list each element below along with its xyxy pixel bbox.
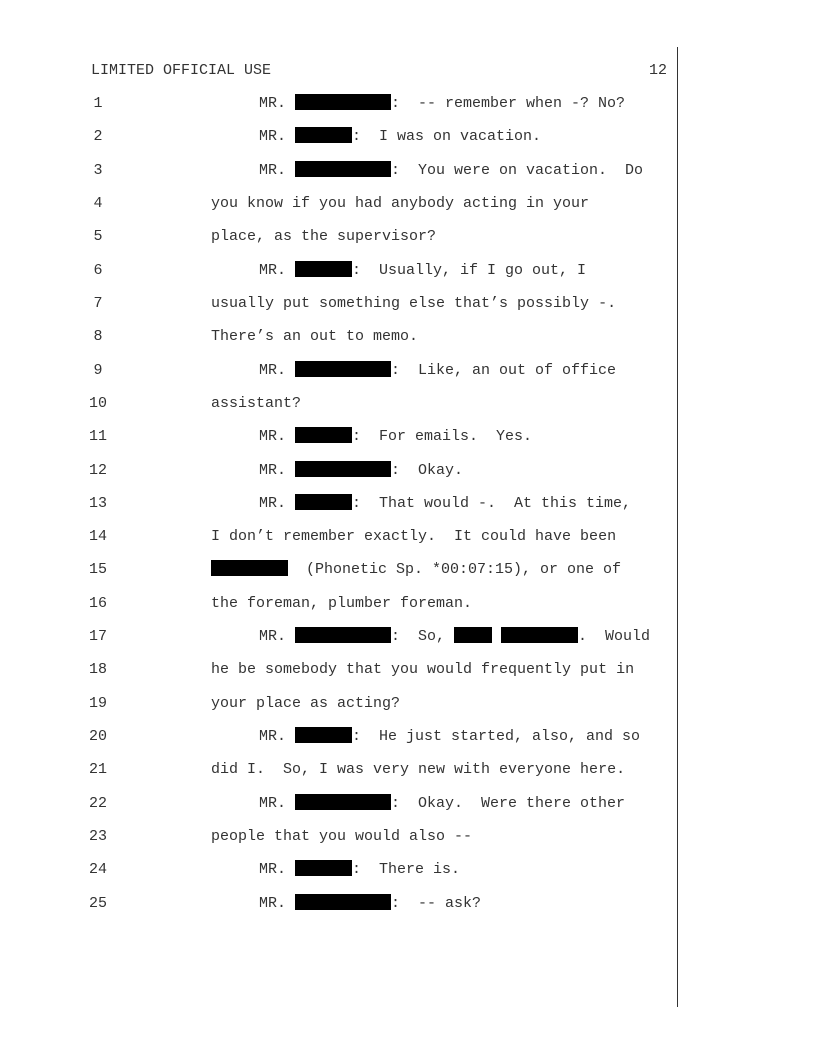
text-segment: usually put something else that’s possibly -. bbox=[211, 295, 617, 312]
redaction-block bbox=[295, 794, 391, 810]
line-text bbox=[259, 727, 640, 747]
transcript-line bbox=[0, 194, 676, 214]
line-text bbox=[259, 494, 631, 514]
line-text bbox=[259, 161, 643, 181]
transcript-line bbox=[0, 261, 676, 281]
line-number: 6 bbox=[93, 262, 103, 279]
text-segment: your place as acting? bbox=[211, 695, 401, 712]
line-text bbox=[259, 794, 625, 814]
line-number: 16 bbox=[88, 595, 107, 612]
line-number: 15 bbox=[88, 561, 107, 578]
line-number: 25 bbox=[88, 895, 107, 912]
transcript-line bbox=[0, 394, 676, 414]
text-segment: : Like, an out of office bbox=[391, 362, 617, 379]
text-segment: : Usually, if I go out, I bbox=[352, 262, 587, 279]
line-text bbox=[211, 694, 400, 714]
redaction-block bbox=[295, 261, 352, 277]
redaction-block bbox=[295, 427, 352, 443]
redaction-block bbox=[295, 727, 352, 743]
line-number: 9 bbox=[93, 362, 103, 379]
text-segment: MR. bbox=[259, 362, 296, 379]
redaction-block bbox=[211, 560, 288, 576]
line-number: 12 bbox=[88, 462, 107, 479]
text-segment bbox=[492, 628, 501, 645]
text-segment: place, as the supervisor? bbox=[211, 228, 437, 245]
transcript-line bbox=[0, 860, 676, 880]
text-segment: : I was on vacation. bbox=[352, 128, 542, 145]
line-text bbox=[211, 760, 625, 780]
line-number: 24 bbox=[88, 861, 107, 878]
line-number: 10 bbox=[88, 395, 107, 412]
redaction-block bbox=[295, 361, 391, 377]
line-number: 2 bbox=[93, 128, 103, 145]
line-number: 13 bbox=[88, 495, 107, 512]
classification-label: LIMITED OFFICIAL USE bbox=[91, 62, 272, 79]
text-segment: did I. So, I was very new with everyone here. bbox=[211, 761, 626, 778]
transcript-line bbox=[0, 161, 676, 181]
line-number: 21 bbox=[88, 761, 107, 778]
line-number: 19 bbox=[88, 695, 107, 712]
transcript-line bbox=[0, 294, 676, 314]
text-segment: : You were on vacation. Do bbox=[391, 162, 644, 179]
text-segment: : He just started, also, and so bbox=[352, 728, 641, 745]
text-segment: people that you would also -- bbox=[211, 828, 473, 845]
text-segment: There’s an out to memo. bbox=[211, 328, 419, 345]
text-segment: : So, bbox=[391, 628, 455, 645]
transcript-line bbox=[0, 594, 676, 614]
line-number: 14 bbox=[88, 528, 107, 545]
text-segment: MR. bbox=[259, 162, 296, 179]
line-text bbox=[259, 427, 532, 447]
text-segment: : -- remember when -? No? bbox=[391, 95, 626, 112]
text-segment: : There is. bbox=[352, 861, 461, 878]
transcript-line bbox=[0, 494, 676, 514]
text-segment: MR. bbox=[259, 128, 296, 145]
line-number: 7 bbox=[93, 295, 103, 312]
line-number: 11 bbox=[88, 428, 107, 445]
transcript-line bbox=[0, 827, 676, 847]
line-text bbox=[211, 327, 418, 347]
line-text bbox=[211, 827, 472, 847]
transcript-line bbox=[0, 660, 676, 680]
text-segment: (Phonetic Sp. *00:07:15), or one of bbox=[288, 561, 622, 578]
text-segment: MR. bbox=[259, 428, 296, 445]
text-segment: MR. bbox=[259, 861, 296, 878]
line-text bbox=[259, 894, 481, 914]
redaction-block bbox=[295, 627, 391, 643]
redaction-block bbox=[295, 94, 391, 110]
line-text bbox=[211, 660, 634, 680]
text-segment: : Okay. bbox=[391, 462, 464, 479]
line-number: 22 bbox=[88, 795, 107, 812]
line-text bbox=[211, 560, 621, 580]
transcript-line bbox=[0, 760, 676, 780]
text-segment: : For emails. Yes. bbox=[352, 428, 533, 445]
redaction-block bbox=[295, 894, 391, 910]
transcript-line bbox=[0, 427, 676, 447]
transcript-line bbox=[0, 894, 676, 914]
line-number: 20 bbox=[88, 728, 107, 745]
line-number: 5 bbox=[93, 228, 103, 245]
text-segment: MR. bbox=[259, 728, 296, 745]
line-text bbox=[211, 394, 301, 414]
text-segment: he be somebody that you would frequently put in bbox=[211, 661, 635, 678]
text-segment: MR. bbox=[259, 495, 296, 512]
transcript-line bbox=[0, 127, 676, 147]
transcript-line bbox=[0, 361, 676, 381]
text-segment: MR. bbox=[259, 462, 296, 479]
transcript-line bbox=[0, 527, 676, 547]
line-text bbox=[211, 594, 472, 614]
line-number: 17 bbox=[88, 628, 107, 645]
text-segment: : That would -. At this time, bbox=[352, 495, 632, 512]
text-segment: MR. bbox=[259, 262, 296, 279]
redaction-block bbox=[501, 627, 578, 643]
page-number: 12 bbox=[648, 62, 667, 79]
transcript-line bbox=[0, 227, 676, 247]
redaction-block bbox=[295, 161, 391, 177]
line-number: 8 bbox=[93, 328, 103, 345]
line-number: 23 bbox=[88, 828, 107, 845]
transcript-line bbox=[0, 327, 676, 347]
line-text bbox=[259, 860, 460, 880]
line-number: 1 bbox=[93, 95, 103, 112]
line-text bbox=[259, 261, 586, 281]
line-text bbox=[259, 94, 625, 114]
text-segment: assistant? bbox=[211, 395, 302, 412]
transcript-line bbox=[0, 627, 676, 647]
text-segment: MR. bbox=[259, 795, 296, 812]
text-segment: you know if you had anybody acting in your bbox=[211, 195, 590, 212]
line-text bbox=[211, 527, 616, 547]
line-text bbox=[211, 227, 436, 247]
transcript-line bbox=[0, 727, 676, 747]
redaction-block bbox=[295, 860, 352, 876]
line-number: 4 bbox=[93, 195, 103, 212]
line-text bbox=[259, 461, 463, 481]
text-segment: the foreman, plumber foreman. bbox=[211, 595, 473, 612]
transcript-line bbox=[0, 461, 676, 481]
line-text bbox=[211, 194, 589, 214]
text-segment: MR. bbox=[259, 628, 296, 645]
line-text bbox=[259, 127, 541, 147]
redaction-block bbox=[295, 461, 391, 477]
transcript-line bbox=[0, 560, 676, 580]
redaction-block bbox=[295, 127, 352, 143]
text-segment: . Would bbox=[578, 628, 651, 645]
transcript-line bbox=[0, 794, 676, 814]
text-segment: I don’t remember exactly. It could have been bbox=[211, 528, 617, 545]
redaction-block bbox=[454, 627, 492, 643]
line-text bbox=[259, 361, 616, 381]
line-number: 18 bbox=[88, 661, 107, 678]
page-header bbox=[91, 61, 667, 81]
line-text bbox=[211, 294, 616, 314]
text-segment: MR. bbox=[259, 95, 296, 112]
redaction-block bbox=[295, 494, 352, 510]
transcript-line bbox=[0, 694, 676, 714]
transcript-line bbox=[0, 94, 676, 114]
right-margin-rule bbox=[677, 47, 678, 1007]
line-text bbox=[259, 627, 650, 647]
line-number: 3 bbox=[93, 162, 103, 179]
text-segment: : -- ask? bbox=[391, 895, 482, 912]
text-segment: MR. bbox=[259, 895, 296, 912]
text-segment: : Okay. Were there other bbox=[391, 795, 626, 812]
